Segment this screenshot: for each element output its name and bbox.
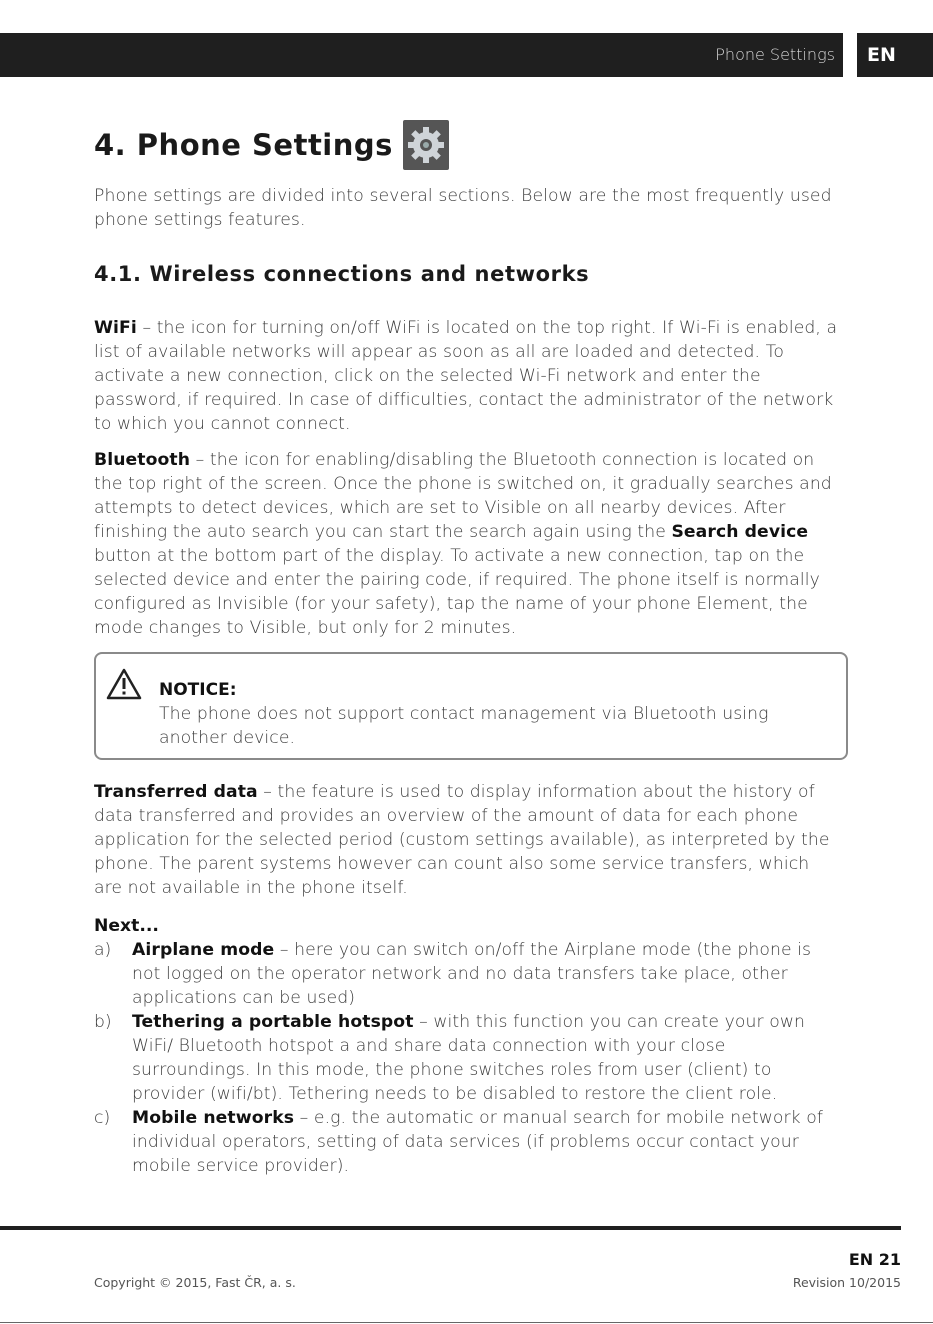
- mobile-networks-term: Mobile networks: [132, 1108, 295, 1128]
- list-item: [94, 1106, 842, 1178]
- footer-rule: [0, 1226, 901, 1230]
- next-title: [94, 914, 842, 938]
- airplane-mode-term: Airplane mode: [132, 940, 275, 960]
- revision: Revision 10/2015: [792, 1275, 901, 1290]
- header-section-title: Phone Settings: [715, 45, 835, 64]
- wifi-term: WiFi: [94, 318, 137, 338]
- tethering-text: – with this function you can create your own WiFi/ Bluetooth hotspot a and share data connection with your close surroundings. In this mode, the phone switches roles from user (client) to provider (wifi/bt). Tethering needs to be disabled to restore the client role.: [132, 1012, 805, 1104]
- list-item: [94, 938, 842, 1010]
- tethering-term: Tethering a portable hotspot: [132, 1012, 414, 1032]
- bottom-divider: [0, 1322, 933, 1323]
- page-title-row: [94, 120, 842, 170]
- page-number: EN 21: [848, 1250, 901, 1269]
- bluetooth-text-1: – the icon for enabling/disabling the Bluetooth connection is located on the top right of the screen. Once the phone is switched on, it gradually searches and attempts to detect devices, which are set to Visible on all nearby devices. After finishing the auto search you can start the search again using the: [94, 450, 832, 542]
- search-device-term: Search device: [671, 522, 809, 542]
- list-item-text: [132, 1010, 842, 1106]
- list-item-text: [132, 938, 842, 1010]
- list-item-letter: c): [94, 1108, 111, 1128]
- transferred-data-term: Transferred data: [94, 782, 258, 802]
- list-item: [94, 1010, 842, 1106]
- notice-text: The phone does not support contact management via Bluetooth using another device.: [159, 704, 769, 748]
- bluetooth-text-2: button at the bottom part of the display. To activate a new connection, tap on the selected device and enter the pairing code, if required. The phone itself is normally configured as Invisible (for your safety), tap the name of your phone Element, the mode changes to Visible, but only for 2 minutes.: [94, 546, 820, 638]
- transferred-data-paragraph: [94, 780, 842, 900]
- next-title-text: Next...: [94, 916, 159, 936]
- page-title: 4. Phone Settings: [94, 128, 393, 162]
- transferred-data-text: – the feature is used to display information about the history of data transferred and provides an overview of the amount of data for each phone application for the selected period (custom settings available), as interpreted by the phone. The parent systems however can count also some service transfers, which are not available in the phone itself.: [94, 782, 830, 898]
- list-item-text: [132, 1106, 842, 1178]
- page-content: [94, 120, 842, 1178]
- mobile-networks-text: – e.g. the automatic or manual search for mobile network of individual operators, setting of data services (if problems occur contact your mobile service provider).: [132, 1108, 824, 1176]
- bluetooth-paragraph: [94, 448, 842, 640]
- section-title: 4.1. Wireless connections and networks: [94, 262, 590, 286]
- list-item-letter: a): [94, 940, 112, 960]
- list-item-letter: b): [94, 1012, 112, 1032]
- notice-box: [94, 652, 848, 760]
- settings-gear-icon: [403, 120, 449, 170]
- language-badge: EN: [857, 33, 933, 77]
- wifi-text: – the icon for turning on/off WiFi is located on the top right. If Wi-Fi is enabled, a list of available networks will appear as soon as all are loaded and detected. To activate a new connection, click on the selected Wi-Fi network and enter the password, if required. In case of difficulties, contact the administrator of the network to which you cannot connect.: [94, 318, 838, 434]
- wifi-paragraph: [94, 316, 842, 436]
- airplane-mode-text: – here you can switch on/off the Airplane mode (the phone is not logged on the operator network and no data transfers take place, other applications can be used): [132, 940, 812, 1008]
- bluetooth-term: Bluetooth: [94, 450, 191, 470]
- header-bar: [0, 33, 843, 77]
- copyright: Copyright © 2015, Fast ČR, a. s.: [94, 1275, 296, 1290]
- notice-title: NOTICE:: [159, 680, 237, 700]
- warning-icon: [106, 668, 142, 704]
- intro-paragraph: Phone settings are divided into several sections. Below are the most frequently used phone settings features.: [94, 186, 832, 230]
